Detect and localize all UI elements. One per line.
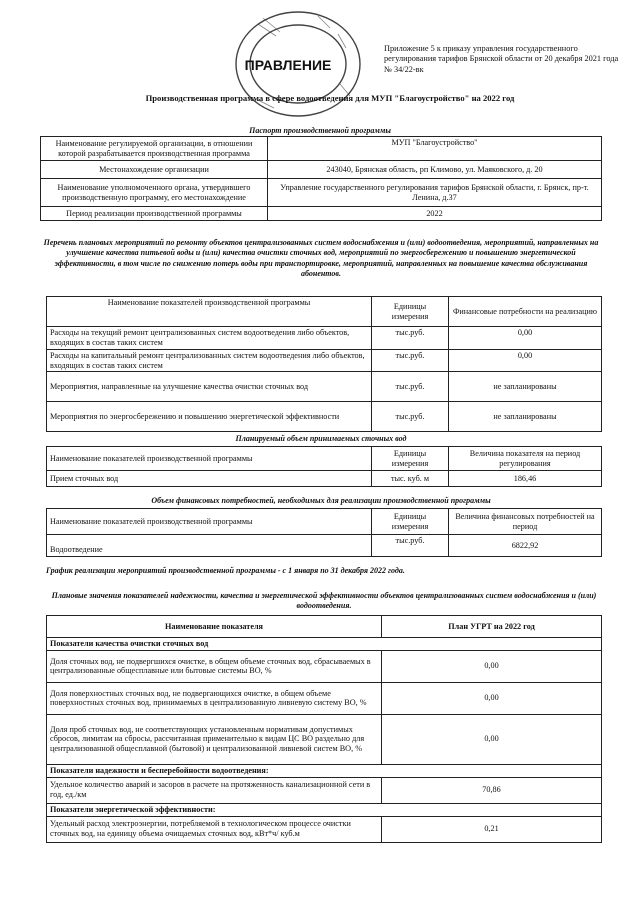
table-row xyxy=(47,327,602,350)
table-row xyxy=(47,471,602,487)
cell-name: Расходы на капитальный ремонт централизованных систем водоотведения либо объектов, входящих в состав таких систем xyxy=(47,349,372,372)
table-row xyxy=(47,509,602,535)
cell-unit: тыс.руб. xyxy=(372,372,449,402)
measures-table xyxy=(46,296,602,432)
cell-value: 0,00 xyxy=(449,349,602,372)
passport-label: Период реализации производственной программы xyxy=(41,207,268,221)
table-row xyxy=(41,161,602,179)
column-header: Величина финансовых потребностей на период xyxy=(449,509,602,535)
table-row xyxy=(47,650,602,682)
cell-name: Удельный расход электроэнергии, потребляемой в технологическом процессе очистки сточных вод, на единицу объема очищаемых сточных вод, кВт*ч/ куб.м xyxy=(47,816,382,842)
table-row xyxy=(41,207,602,221)
table-row xyxy=(47,777,602,803)
passport-label: Местонахождение организации xyxy=(41,161,268,179)
passport-label: Наименование уполномоченного органа, утвердившего производственную программу, его местонахождение xyxy=(41,179,268,207)
cell-unit: тыс.руб. xyxy=(372,349,449,372)
table-row xyxy=(47,714,602,764)
table-row xyxy=(47,447,602,471)
column-header: Наименование показателя xyxy=(47,616,382,638)
column-header: Наименование показателей производственной программы xyxy=(47,447,372,471)
cell-value: 0,00 xyxy=(382,682,602,714)
section-row xyxy=(47,764,602,777)
cell-value: 0,21 xyxy=(382,816,602,842)
organization-stamp xyxy=(218,4,366,122)
passport-table xyxy=(40,136,602,221)
table-row xyxy=(41,137,602,161)
cell-name: Мероприятия, направленные на улучшение качества очистки сточных вод xyxy=(47,372,372,402)
indicators-table xyxy=(46,615,602,843)
section-label: Показатели энергетической эффективности: xyxy=(47,803,602,816)
table-row xyxy=(47,402,602,432)
cell-name: Мероприятия по энергосбережению и повышению энергетической эффективности xyxy=(47,402,372,432)
cell-name: Доля поверхностных сточных вод, не подвергающихся очистке, в общем объеме поверхностных сточных вод, принимаемых в централизованную ливневую систему ВО, % xyxy=(47,682,382,714)
column-header: Финансовые потребности на реализацию xyxy=(449,297,602,327)
finance-table xyxy=(46,508,602,557)
table-row xyxy=(47,372,602,402)
table-row xyxy=(47,349,602,372)
cell-value: не запланированы xyxy=(449,402,602,432)
section-label: Показатели надежности и бесперебойности водоотведения: xyxy=(47,764,602,777)
section-label: Показатели качества очистки сточных вод xyxy=(47,638,602,651)
table-row xyxy=(47,535,602,557)
cell-unit: тыс.руб. xyxy=(372,535,449,557)
cell-unit: тыс. куб. м xyxy=(372,471,449,487)
cell-value: 0,00 xyxy=(449,327,602,350)
passport-label: Наименование регулируемой организации, в отношении которой разрабатывается производственная программа xyxy=(41,137,268,161)
cell-unit: тыс.руб. xyxy=(372,327,449,350)
appendix-note: Приложение 5 к приказу управления государственного регулирования тарифов Брянской области от 20 декабря 2021 года № 34/22-вк xyxy=(384,44,619,74)
cell-value: 70,86 xyxy=(382,777,602,803)
table-row xyxy=(47,682,602,714)
cell-name: Водоотведение xyxy=(47,535,372,557)
schedule-note: График реализации мероприятий производственной программы - с 1 января по 31 декабря 2022 года. xyxy=(46,566,405,575)
section-row xyxy=(47,638,602,651)
column-header: План УГРТ на 2022 год xyxy=(382,616,602,638)
cell-value: 6822,92 xyxy=(449,535,602,557)
passport-value: 243040, Брянская область, рп Климово, ул. Маяковского, д. 20 xyxy=(268,161,602,179)
column-header: Величина показателя на период регулирования xyxy=(449,447,602,471)
table-row xyxy=(41,179,602,207)
passport-value: МУП "Благоустройство" xyxy=(268,137,602,161)
passport-value: 2022 xyxy=(268,207,602,221)
column-header: Наименование показателей производственной программы xyxy=(47,297,372,327)
passport-heading: Паспорт производственной программы xyxy=(249,126,391,135)
cell-value: 0,00 xyxy=(382,714,602,764)
cell-value: 186,46 xyxy=(449,471,602,487)
table-row xyxy=(47,816,602,842)
column-header: Единицы измерения xyxy=(372,447,449,471)
cell-unit: тыс.руб. xyxy=(372,402,449,432)
indicators-heading: Плановые значения показателей надежности, качества и энергетической эффективности объектов централизованных систем водоснабжения и (или) водоотведения. xyxy=(51,591,597,611)
document-title: Производственная программа в сфере водоотведения для МУП "Благоустройство" на 2022 год xyxy=(145,93,515,103)
cell-name: Удельное количество аварий и засоров в расчете на протяженность канализационной сети в год, ед./км xyxy=(47,777,382,803)
column-header: Наименование показателей производственной программы xyxy=(47,509,372,535)
passport-value: Управление государственного регулирования тарифов Брянской области, г. Брянск, пр-т. Ленина, д.37 xyxy=(268,179,602,207)
finance-heading: Объем финансовых потребностей, необходимых для реализации производственной программы xyxy=(151,496,491,505)
column-header: Единицы измерения xyxy=(372,297,449,327)
cell-value: не запланированы xyxy=(449,372,602,402)
cell-name: Прием сточных вод xyxy=(47,471,372,487)
volume-table xyxy=(46,446,602,487)
column-header: Единицы измерения xyxy=(372,509,449,535)
cell-name: Доля сточных вод, не подвергшихся очистке, в общем объеме сточных вод, сбрасываемых в централизованные общесплавные или бытовые системы ВО, % xyxy=(47,650,382,682)
table-row xyxy=(47,297,602,327)
section-row xyxy=(47,803,602,816)
measures-heading: Перечень плановых мероприятий по ремонту объектов централизованных систем водоснабжения и (или) водоотведения, мероприятий, направленных на улучшение качества питьевой воды и (или) качества очистки сточных вод, мероприятий по энергосбережению и повышению энергетической эффективности, в том числе по снижению потерь воды при транспортировке, мероприятий, направленных на повышение качества обслуживания абонентов. xyxy=(43,238,599,279)
cell-name: Доля проб сточных вод, не соответствующих установленным нормативам допустимых сбросов, лимитам на сбросы, рассчитанная применительно к видам ЦС ВО раздельно для централизованной общесплавной (бытовой) и централизованной ливневой систем ВО, % xyxy=(47,714,382,764)
cell-value: 0,00 xyxy=(382,650,602,682)
svg-text:ПРАВЛЕНИЕ: ПРАВЛЕНИЕ xyxy=(244,57,332,73)
table-row xyxy=(47,616,602,638)
cell-name: Расходы на текущий ремонт централизованных систем водоотведения либо объектов, входящих в состав таких систем xyxy=(47,327,372,350)
volume-heading: Планируемый объем принимаемых сточных вод xyxy=(235,434,407,443)
